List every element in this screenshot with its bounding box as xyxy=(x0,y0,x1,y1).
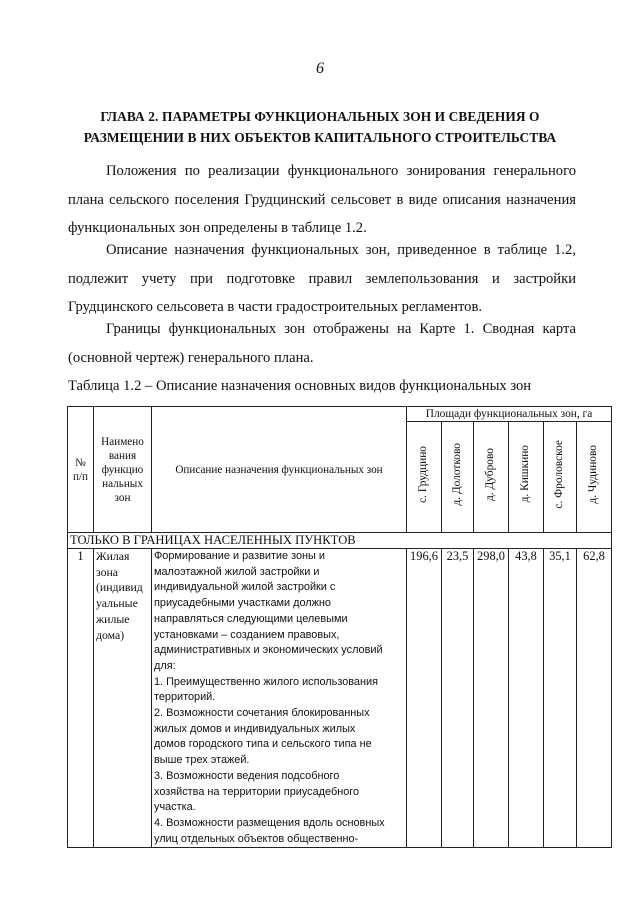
zone-name-line: зона xyxy=(96,564,119,579)
header-description: Описание назначения функциональных зон xyxy=(152,407,407,533)
table-row xyxy=(68,549,612,848)
description-line: хозяйства на территории приусадебного xyxy=(154,785,360,798)
zone-name-line: (индивид xyxy=(96,580,143,595)
description-line: 4. Возможности размещения вдоль основных xyxy=(154,816,385,829)
area-value: 62,8 xyxy=(577,549,612,848)
area-value: 43,8 xyxy=(509,549,544,848)
description-line: улиц отдельных объектов общественно- xyxy=(154,832,359,845)
description-line: участка. xyxy=(154,801,196,814)
area-value: 298,0 xyxy=(474,549,509,848)
page-number: 6 xyxy=(316,60,324,77)
header-settlement xyxy=(474,422,509,533)
table-caption: Таблица 1.2 – Описание назначения основных видов функциональных зон xyxy=(68,378,532,394)
description-line: для: xyxy=(154,659,176,672)
functional-zones-table xyxy=(67,406,612,848)
area-value: 23,5 xyxy=(442,549,474,848)
heading-line-1: ГЛАВА 2. ПАРАМЕТРЫ ФУНКЦИОНАЛЬНЫХ ЗОН И СВЕДЕНИЯ О xyxy=(100,109,540,124)
settlement-label: д. Кишкино xyxy=(519,445,532,503)
heading-line-2: РАЗМЕЩЕНИИ В НИХ ОБЪЕКТОВ КАПИТАЛЬНОГО СТРОИТЕЛЬСТВА xyxy=(83,130,557,145)
header-settlement xyxy=(577,422,612,533)
description-line: малоэтажной жилой застройки и xyxy=(154,565,320,578)
header-settlement xyxy=(407,422,442,533)
paragraph-1: Положения по реализации функционального зонирования генерального плана сельского поселения Грудцинский сельсовет в виде описания назначения функциональных зон определены в таблице 1.2. xyxy=(68,163,576,236)
row-number: 1 xyxy=(68,549,94,848)
description-line: установками – созданием правовых, xyxy=(154,628,340,641)
description-line: 2. Возможности сочетания блокированных xyxy=(154,707,370,720)
zone-name-line: уальные xyxy=(96,596,138,611)
area-value: 35,1 xyxy=(544,549,577,848)
header-num: № п/п xyxy=(68,407,94,533)
area-value: 196,6 xyxy=(407,549,442,848)
paragraph-3: Границы функциональных зон отображены на Карте 1. Сводная карта (основной чертеж) генерального плана. xyxy=(68,321,576,366)
zone-name-line: Жилая xyxy=(96,549,130,563)
description-line: направляться следующими целевыми xyxy=(154,612,348,625)
settlement-label: с. Грудцино xyxy=(417,445,430,503)
header-settlement xyxy=(442,422,474,533)
settlement-label: д. Дуброво xyxy=(484,447,497,501)
header-zone-name: Наимено вания функцио нальных зон xyxy=(94,407,152,533)
description-line: 1. Преимущественно жилого использования xyxy=(154,675,378,688)
description-line: индивидуальной жилой застройки с xyxy=(154,581,336,594)
description-line: Формирование и развитие зоны и xyxy=(154,550,325,562)
description-line: приусадебными участками должно xyxy=(154,597,331,610)
zone-name-line: дома) xyxy=(96,627,125,642)
settlement-label: с. Фроловское xyxy=(553,439,566,509)
settlement-label: д. Чудиново xyxy=(587,444,600,504)
paragraph-2: Описание назначения функциональных зон, приведенное в таблице 1.2, подлежит учету при подготовке правил землепользования и застройки Грудцинского сельсовета в части градостроительных регламентов. xyxy=(68,242,576,315)
zone-name-line: жилые xyxy=(96,611,130,626)
settlement-label: д. Долотково xyxy=(450,442,463,506)
header-areas: Площади функциональных зон, га xyxy=(407,407,612,422)
description-line: территорий. xyxy=(154,691,216,704)
description-line: выше трех этажей. xyxy=(154,754,250,767)
zone-name xyxy=(94,549,152,848)
description-line: домов городского типа и сельского типа не xyxy=(154,738,372,751)
header-settlement xyxy=(509,422,544,533)
header-settlement xyxy=(544,422,577,533)
description-line: 3. Возможности ведения подсобного xyxy=(154,769,340,782)
zone-description xyxy=(152,549,407,848)
chapter-heading xyxy=(60,106,580,148)
section-title: ТОЛЬКО В ГРАНИЦАХ НАСЕЛЕННЫХ ПУНКТОВ xyxy=(68,533,612,549)
description-line: жилых домов и индивидуальных жилых xyxy=(154,722,356,735)
description-line: административных и экономических условий xyxy=(154,644,383,657)
